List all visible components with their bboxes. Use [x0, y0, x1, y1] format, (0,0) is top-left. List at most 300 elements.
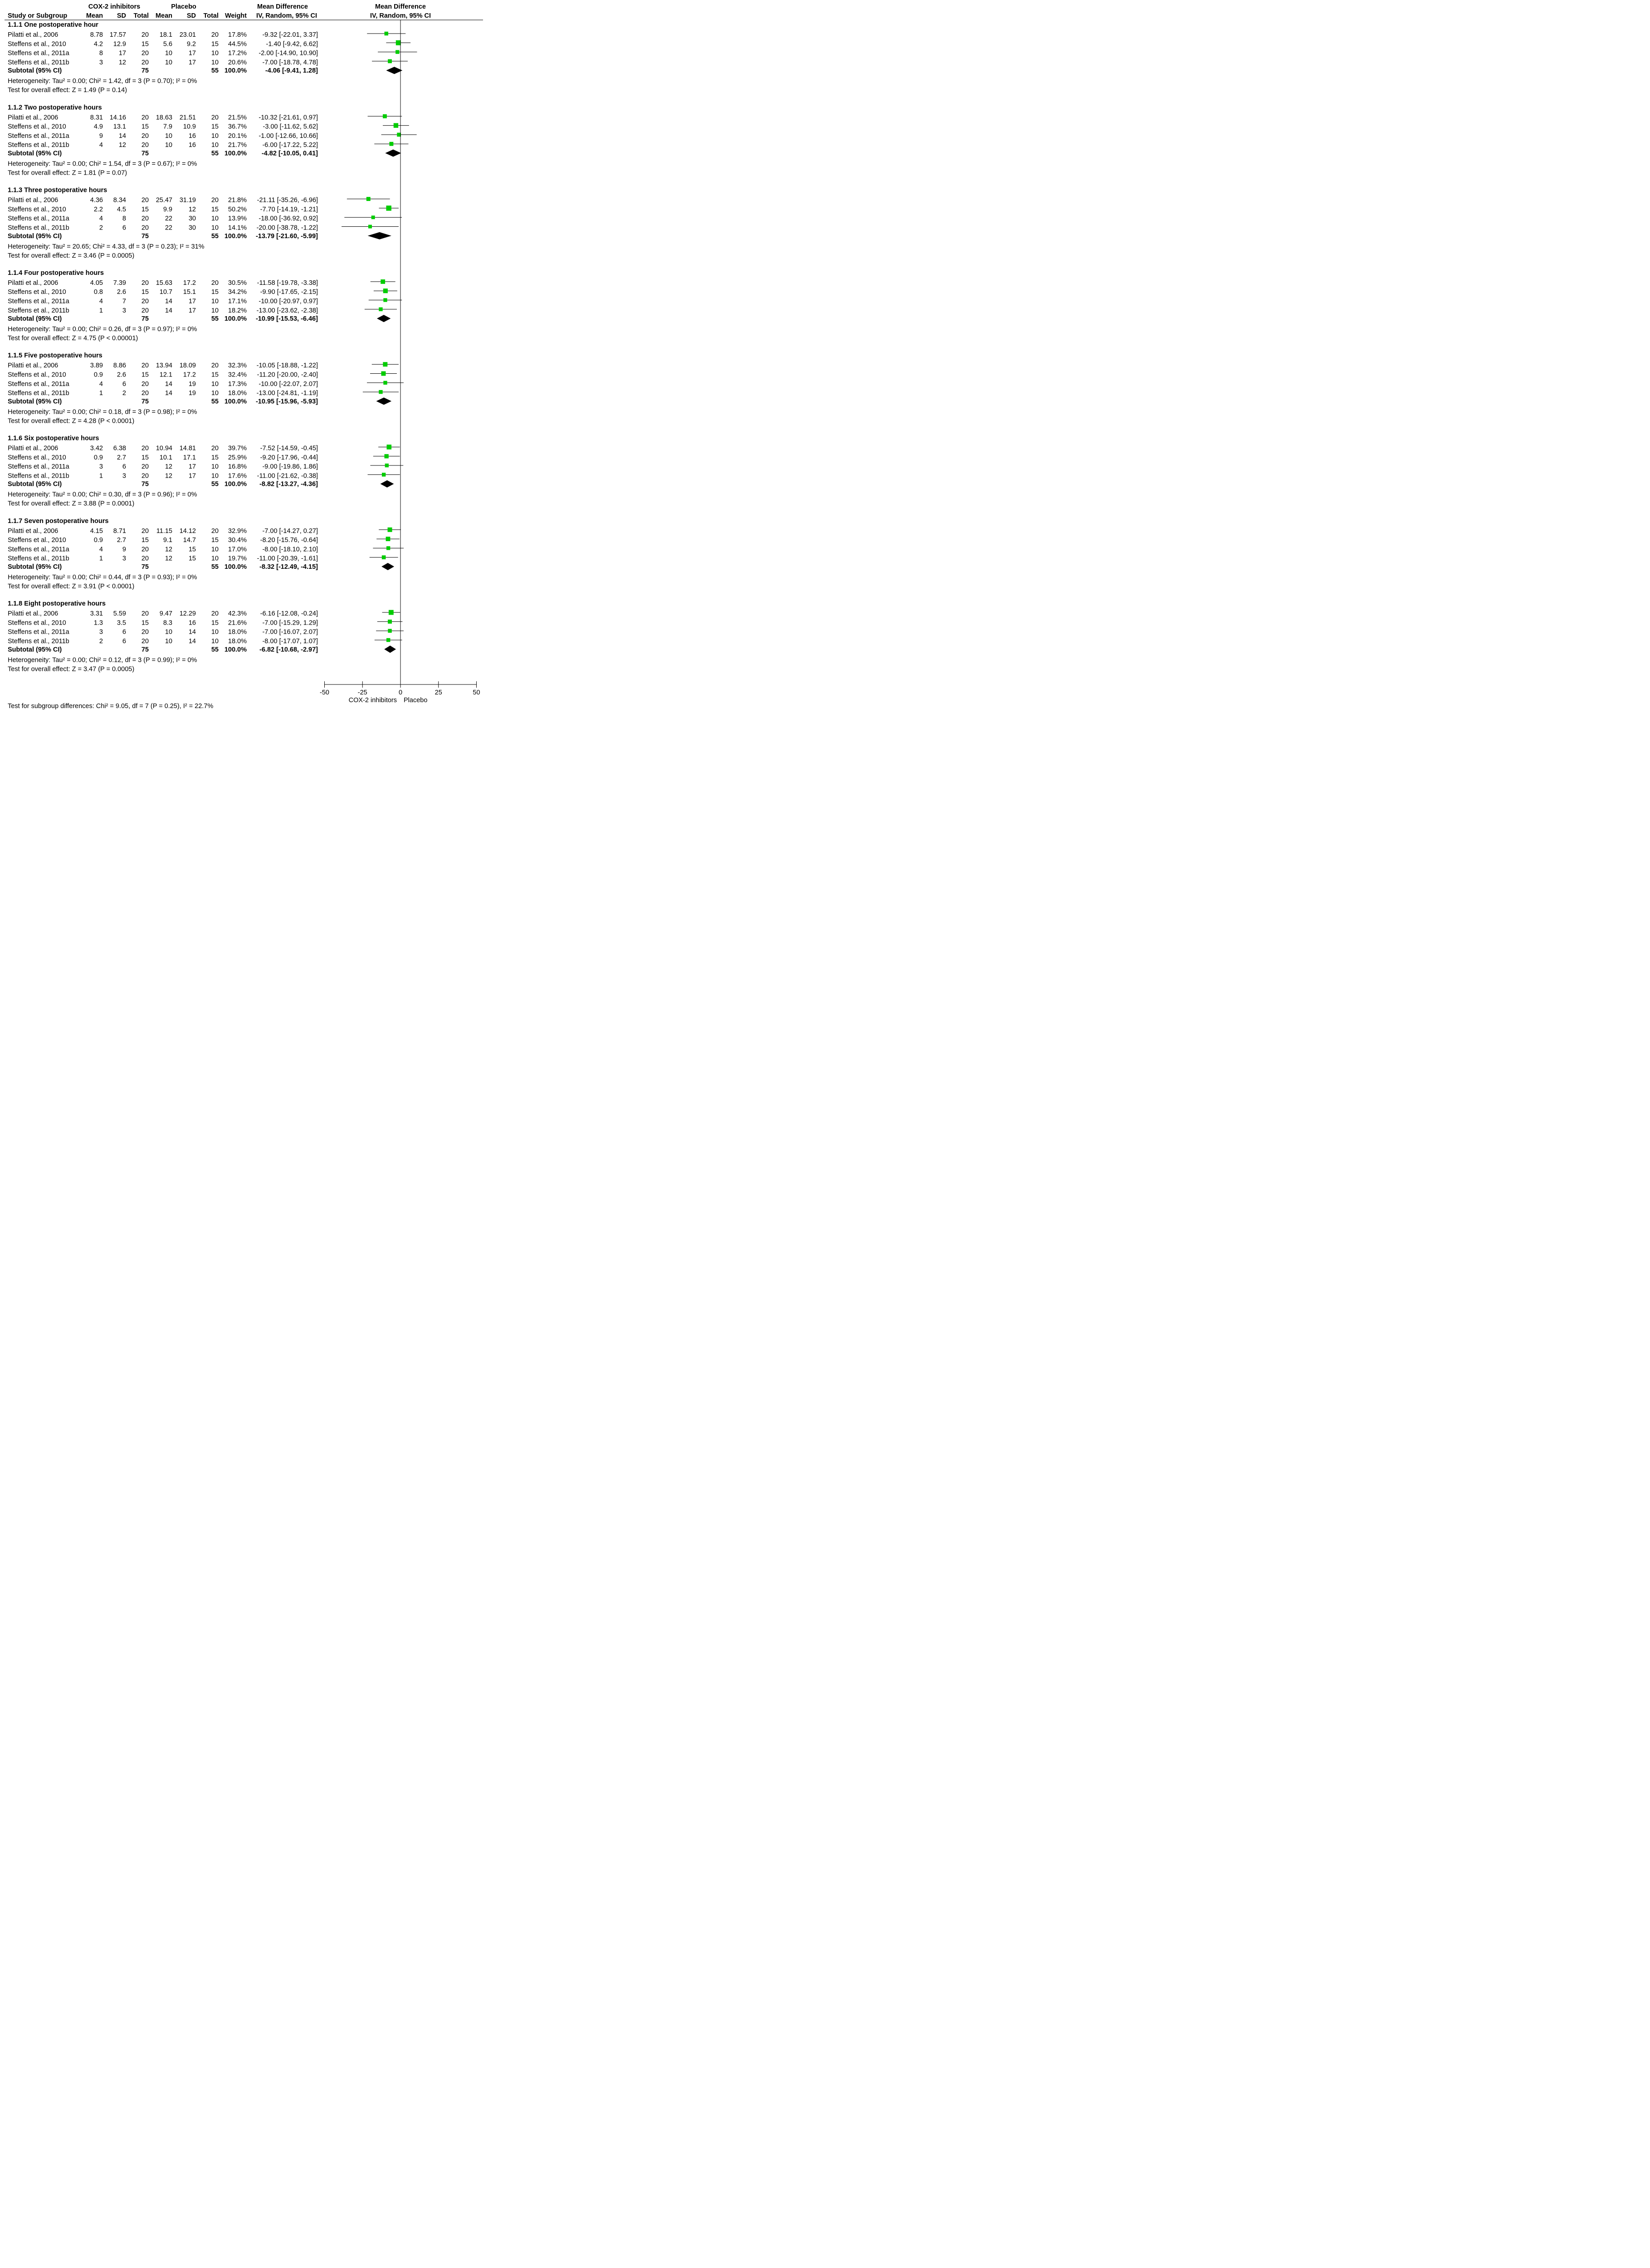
total2-cell: 15 — [211, 40, 219, 48]
total1-cell: 20 — [141, 628, 149, 636]
study-row — [8, 546, 318, 553]
study-row — [8, 288, 318, 296]
sd1-cell: 2.6 — [117, 288, 126, 296]
subgroup — [8, 600, 318, 673]
effect-square — [388, 620, 392, 624]
mean1-cell: 2.2 — [93, 205, 103, 213]
ci-cell: -11.00 [-20.39, -1.61] — [257, 555, 318, 562]
study-name: Steffens et al., 2011b — [8, 390, 69, 397]
table-header — [8, 3, 431, 20]
effect-square — [383, 288, 388, 293]
group1-header: COX-2 inhibitors — [88, 3, 141, 10]
study-name: Pilatti et al., 2006 — [8, 114, 59, 122]
mean1-cell: 4.36 — [90, 196, 103, 204]
total2-cell: 10 — [211, 638, 219, 645]
mean1-cell: 3 — [99, 628, 103, 636]
overall-effect-text: Test for overall effect: Z = 3.88 (P = 0.0001) — [8, 500, 135, 508]
sd2-column-header: SD — [186, 12, 196, 20]
study-row — [8, 619, 318, 626]
subtotal-label: Subtotal (95% CI) — [8, 480, 62, 488]
mean2-cell: 12 — [165, 555, 172, 562]
sd2-cell: 17 — [188, 298, 196, 305]
subtotal-weight: 100.0% — [224, 646, 247, 654]
sd2-cell: 15.1 — [183, 288, 196, 296]
subtotal-ci: -4.82 [-10.05, 0.41] — [261, 150, 318, 157]
study-row — [8, 59, 318, 66]
mean2-cell: 22 — [165, 215, 172, 223]
weight-cell: 42.3% — [228, 610, 247, 618]
subtotal-total2: 55 — [211, 315, 219, 323]
group2-header: Placebo — [171, 3, 196, 10]
total2-cell: 10 — [211, 463, 219, 471]
total1-cell: 15 — [141, 371, 149, 379]
ci-cell: -10.00 [-22.07, 2.07] — [259, 380, 318, 388]
total1-cell: 15 — [141, 40, 149, 48]
study-name: Pilatti et al., 2006 — [8, 279, 59, 287]
mean1-cell: 8.78 — [90, 31, 103, 39]
subtotal-label: Subtotal (95% CI) — [8, 150, 62, 157]
sd1-cell: 3 — [122, 307, 126, 314]
mean2-cell: 14 — [165, 298, 172, 305]
subtotal-weight: 100.0% — [224, 563, 247, 571]
mean1-cell: 2 — [99, 224, 103, 232]
weight-cell: 16.8% — [228, 463, 247, 471]
total2-cell: 10 — [211, 298, 219, 305]
total2-cell: 15 — [211, 454, 219, 461]
sd1-cell: 8.86 — [113, 362, 126, 370]
total2-cell: 10 — [211, 546, 219, 553]
subtotal-ci: -13.79 [-21.60, -5.99] — [255, 232, 318, 240]
sd2-cell: 21.51 — [179, 114, 196, 122]
mean1-cell: 0.9 — [93, 454, 103, 461]
heterogeneity-text: Heterogeneity: Tau² = 0.00; Chi² = 0.12, df = 3 (P = 0.99); I² = 0% — [8, 656, 197, 664]
mean2-cell: 8.3 — [163, 619, 172, 627]
weight-cell: 39.7% — [228, 445, 247, 452]
mean1-cell: 0.9 — [93, 537, 103, 544]
subtotal-label: Subtotal (95% CI) — [8, 67, 62, 75]
effect-square — [385, 454, 389, 458]
pooled-diamond — [377, 315, 391, 322]
total1-cell: 20 — [141, 114, 149, 122]
mean1-cell: 4 — [99, 142, 103, 149]
ci-cell: -7.00 [-16.07, 2.07] — [262, 628, 318, 636]
ci-cell: -9.00 [-19.86, 1.86] — [262, 463, 318, 471]
mean1-cell: 4 — [99, 215, 103, 223]
sd2-cell: 17 — [188, 463, 196, 471]
weight-cell: 18.0% — [228, 628, 247, 636]
ci-cell: -2.00 [-14.90, 10.90] — [259, 49, 318, 57]
study-name: Steffens et al., 2011b — [8, 307, 69, 314]
effect-square — [386, 205, 391, 210]
total1-column-header: Total — [133, 12, 149, 20]
total2-cell: 20 — [211, 362, 219, 370]
subtotal-weight: 100.0% — [224, 398, 247, 406]
mean1-cell: 9 — [99, 132, 103, 140]
sd2-cell: 9.2 — [186, 40, 196, 48]
weight-cell: 17.8% — [228, 31, 247, 39]
total2-cell: 15 — [211, 123, 219, 131]
weight-cell: 18.0% — [228, 638, 247, 645]
total1-cell: 20 — [141, 196, 149, 204]
mean2-cell: 10 — [165, 142, 172, 149]
heterogeneity-text: Heterogeneity: Tau² = 0.00; Chi² = 0.30, df = 3 (P = 0.96); I² = 0% — [8, 491, 197, 499]
sd2-cell: 17.2 — [183, 279, 196, 287]
mean2-cell: 13.94 — [156, 362, 172, 370]
study-name: Steffens et al., 2011b — [8, 555, 69, 562]
study-name: Steffens et al., 2011a — [8, 463, 69, 471]
x-tick-label: 25 — [434, 689, 442, 696]
weight-cell: 30.4% — [228, 537, 247, 544]
mean2-cell: 10.7 — [159, 288, 172, 296]
ci-cell: -7.00 [-18.78, 4.78] — [262, 59, 318, 66]
mean2-cell: 9.47 — [159, 610, 172, 618]
pooled-diamond — [381, 480, 394, 488]
total2-cell: 10 — [211, 132, 219, 140]
sd1-cell: 12 — [118, 142, 126, 149]
mean2-column-header: Mean — [155, 12, 172, 20]
study-name: Steffens et al., 2010 — [8, 537, 66, 544]
mean2-cell: 12 — [165, 472, 172, 480]
effect-square — [385, 464, 389, 467]
sd2-cell: 19 — [188, 380, 196, 388]
mean1-cell: 4.05 — [90, 279, 103, 287]
subtotal-weight: 100.0% — [224, 67, 247, 75]
study-name: Steffens et al., 2010 — [8, 454, 66, 461]
sd1-cell: 6 — [122, 224, 126, 232]
study-rows — [8, 21, 318, 673]
sd1-cell: 3 — [122, 555, 126, 562]
subgroup — [8, 187, 318, 259]
total2-cell: 20 — [211, 610, 219, 618]
total1-cell: 20 — [141, 362, 149, 370]
mean1-cell: 3.89 — [90, 362, 103, 370]
mean1-cell: 3 — [99, 59, 103, 66]
mean2-cell: 12.1 — [159, 371, 172, 379]
mean1-cell: 4 — [99, 298, 103, 305]
mean1-cell: 2 — [99, 638, 103, 645]
sd2-cell: 17.1 — [183, 454, 196, 461]
subtotal-row — [8, 150, 318, 157]
study-name: Steffens et al., 2010 — [8, 123, 66, 131]
study-row — [8, 279, 318, 287]
study-name: Steffens et al., 2010 — [8, 619, 66, 627]
total1-cell: 20 — [141, 279, 149, 287]
study-row — [8, 463, 318, 470]
effect-square — [388, 629, 391, 632]
mean1-cell: 1 — [99, 472, 103, 480]
weight-cell: 36.7% — [228, 123, 247, 131]
sd1-cell: 17.57 — [109, 31, 126, 39]
x-tick-label: 50 — [473, 689, 480, 696]
sd1-cell: 6 — [122, 380, 126, 388]
study-row — [8, 528, 318, 535]
total1-cell: 20 — [141, 49, 149, 57]
weight-cell: 14.1% — [228, 224, 247, 232]
mean1-cell: 4.15 — [90, 527, 103, 535]
mean1-cell: 4 — [99, 380, 103, 388]
study-name: Steffens et al., 2011a — [8, 628, 69, 636]
effect-square — [381, 371, 386, 376]
ci-cell: -8.20 [-15.76, -0.64] — [260, 537, 318, 544]
study-name: Pilatti et al., 2006 — [8, 196, 59, 204]
x-tick-label: -50 — [320, 689, 329, 696]
total2-cell: 15 — [211, 205, 219, 213]
ci-cell: -3.00 [-11.62, 5.62] — [263, 123, 318, 131]
sd1-cell: 9 — [122, 546, 126, 553]
study-name: Steffens et al., 2010 — [8, 288, 66, 296]
sd2-cell: 14 — [188, 638, 196, 645]
mean2-cell: 10 — [165, 59, 172, 66]
pooled-diamond — [385, 150, 401, 157]
mean2-cell: 14 — [165, 307, 172, 314]
weight-cell: 21.7% — [228, 142, 247, 149]
ci-cell: -10.05 [-18.88, -1.22] — [256, 362, 318, 370]
total2-cell: 10 — [211, 390, 219, 397]
subtotal-weight: 100.0% — [224, 480, 247, 488]
effect-square — [386, 638, 390, 642]
ci-cell: -1.00 [-12.66, 10.66] — [259, 132, 318, 140]
effect-square — [385, 32, 388, 35]
subgroup — [8, 352, 318, 425]
sd2-cell: 14.7 — [183, 537, 196, 544]
study-column-header: Study or Subgroup — [8, 12, 68, 20]
sd1-cell: 7 — [122, 298, 126, 305]
sd2-cell: 14 — [188, 628, 196, 636]
sd1-cell: 8 — [122, 215, 126, 223]
ci-cell: -7.00 [-14.27, 0.27] — [262, 527, 318, 535]
total1-cell: 20 — [141, 224, 149, 232]
mean2-cell: 18.1 — [159, 31, 172, 39]
ci-cell: -6.00 [-17.22, 5.22] — [262, 142, 318, 149]
heterogeneity-text: Heterogeneity: Tau² = 0.00; Chi² = 1.42, df = 3 (P = 0.70); I² = 0% — [8, 78, 197, 85]
subtotal-ci: -8.32 [-12.49, -4.15] — [259, 563, 318, 571]
mean1-cell: 8 — [99, 49, 103, 57]
subtotal-total2: 55 — [211, 480, 219, 488]
mean1-cell: 4.2 — [93, 40, 103, 48]
total1-cell: 20 — [141, 546, 149, 553]
study-row — [8, 123, 318, 131]
ci-cell: -13.00 [-24.81, -1.19] — [256, 390, 318, 397]
effect-square — [396, 40, 401, 45]
weight-cell: 17.1% — [228, 298, 247, 305]
sd1-cell: 17 — [118, 49, 126, 57]
mean1-cell: 1 — [99, 555, 103, 562]
md-header-title: Mean Difference — [257, 3, 308, 10]
total2-cell: 10 — [211, 555, 219, 562]
mean1-cell: 3 — [99, 463, 103, 471]
subtotal-weight: 100.0% — [224, 150, 247, 157]
subtotal-ci: -8.82 [-13.27, -4.36] — [259, 480, 318, 488]
pooled-diamond — [368, 232, 391, 240]
sd2-cell: 12 — [188, 205, 196, 213]
study-name: Steffens et al., 2011b — [8, 224, 69, 232]
ci-cell: -18.00 [-36.92, 0.92] — [259, 215, 318, 223]
subtotal-total2: 55 — [211, 646, 219, 654]
subtotal-row — [8, 67, 318, 74]
mean1-cell: 1 — [99, 390, 103, 397]
subgroup — [8, 435, 318, 508]
study-row — [8, 445, 318, 452]
mean1-cell: 3.31 — [90, 610, 103, 618]
study-row — [8, 206, 318, 213]
md-header-subtitle: IV, Random, 95% CI — [256, 12, 317, 20]
mean1-cell: 8.31 — [90, 114, 103, 122]
study-name: Pilatti et al., 2006 — [8, 610, 59, 618]
sd2-cell: 19 — [188, 390, 196, 397]
mean1-cell: 0.8 — [93, 288, 103, 296]
subtotal-label: Subtotal (95% CI) — [8, 315, 62, 323]
sd1-cell: 12.9 — [113, 40, 126, 48]
ci-cell: -1.40 [-9.42, 6.62] — [266, 40, 318, 48]
effect-square — [379, 308, 382, 311]
heterogeneity-text: Heterogeneity: Tau² = 0.00; Chi² = 1.54, df = 3 (P = 0.67); I² = 0% — [8, 160, 197, 168]
sd2-cell: 31.19 — [179, 196, 196, 204]
ci-cell: -10.00 [-20.97, 0.97] — [259, 298, 318, 305]
effect-square — [386, 537, 391, 541]
mean1-cell: 4.9 — [93, 123, 103, 131]
study-name: Steffens et al., 2010 — [8, 205, 66, 213]
total1-cell: 20 — [141, 472, 149, 480]
mean2-cell: 15.63 — [156, 279, 172, 287]
subtotal-row — [8, 481, 318, 488]
sd2-cell: 17 — [188, 49, 196, 57]
sd2-cell: 16 — [188, 142, 196, 149]
subgroup-differences-footer: Test for subgroup differences: Chi² = 9.05, df = 7 (P = 0.25), I² = 22.7% — [8, 703, 214, 710]
sd1-cell: 14.16 — [109, 114, 126, 122]
ci-cell: -20.00 [-38.78, -1.22] — [256, 224, 318, 232]
weight-cell: 21.5% — [228, 114, 247, 122]
study-row — [8, 114, 318, 121]
sd1-cell: 8.34 — [113, 196, 126, 204]
total1-cell: 15 — [141, 537, 149, 544]
total1-cell: 20 — [141, 31, 149, 39]
total1-cell: 20 — [141, 307, 149, 314]
mean2-cell: 14 — [165, 390, 172, 397]
effect-square — [395, 50, 399, 54]
sd2-cell: 17 — [188, 307, 196, 314]
study-name: Steffens et al., 2010 — [8, 371, 66, 379]
study-row — [8, 142, 318, 149]
effect-square — [394, 123, 398, 127]
mean1-column-header: Mean — [86, 12, 103, 20]
total2-cell: 20 — [211, 527, 219, 535]
heterogeneity-text: Heterogeneity: Tau² = 20.65; Chi² = 4.33, df = 3 (P = 0.23); I² = 31% — [8, 243, 205, 250]
study-row — [8, 40, 318, 48]
subtotal-ci: -6.82 [-10.68, -2.97] — [259, 646, 318, 654]
ci-cell: -9.20 [-17.96, -0.44] — [260, 454, 318, 461]
sd1-cell: 8.71 — [113, 527, 126, 535]
subgroup-title: 1.1.2 Two postoperative hours — [8, 104, 102, 112]
study-row — [8, 50, 318, 57]
mean2-cell: 18.63 — [156, 114, 172, 122]
x-axis — [320, 20, 480, 704]
sd1-column-header: SD — [117, 12, 126, 20]
study-row — [8, 454, 318, 461]
weight-cell: 50.2% — [228, 205, 247, 213]
total2-cell: 10 — [211, 380, 219, 388]
x-tick-label: 0 — [398, 689, 403, 696]
total1-cell: 20 — [141, 380, 149, 388]
total2-cell: 20 — [211, 196, 219, 204]
weight-cell: 32.9% — [228, 527, 247, 535]
study-name: Pilatti et al., 2006 — [8, 445, 59, 452]
total1-cell: 15 — [141, 123, 149, 131]
weight-cell: 21.6% — [228, 619, 247, 627]
effect-square — [387, 445, 392, 450]
total2-cell: 20 — [211, 31, 219, 39]
sd2-cell: 14.12 — [179, 527, 196, 535]
total1-cell: 15 — [141, 454, 149, 461]
total1-cell: 20 — [141, 142, 149, 149]
mean1-cell: 4 — [99, 546, 103, 553]
mean2-cell: 14 — [165, 380, 172, 388]
weight-cell: 18.2% — [228, 307, 247, 314]
weight-cell: 25.9% — [228, 454, 247, 461]
weight-cell: 19.7% — [228, 555, 247, 562]
mean2-cell: 7.9 — [163, 123, 172, 131]
subtotal-label: Subtotal (95% CI) — [8, 232, 62, 240]
subtotal-total2: 55 — [211, 398, 219, 406]
subtotal-row — [8, 315, 318, 323]
total2-column-header: Total — [203, 12, 219, 20]
study-name: Steffens et al., 2011b — [8, 142, 69, 149]
subgroup-title: 1.1.4 Four postoperative hours — [8, 269, 104, 277]
sd1-cell: 13.1 — [113, 123, 126, 131]
subtotal-label: Subtotal (95% CI) — [8, 646, 62, 654]
pooled-diamond — [384, 645, 396, 653]
study-name: Pilatti et al., 2006 — [8, 31, 59, 39]
ci-cell: -7.70 [-14.19, -1.21] — [260, 205, 318, 213]
effect-square — [379, 390, 382, 394]
total2-cell: 10 — [211, 59, 219, 66]
effect-square — [389, 142, 393, 146]
study-name: Steffens et al., 2011a — [8, 546, 69, 553]
weight-cell: 13.9% — [228, 215, 247, 223]
mean1-cell: 1 — [99, 307, 103, 314]
subtotal-row — [8, 233, 318, 240]
subtotal-total1: 75 — [141, 67, 149, 75]
study-row — [8, 555, 318, 562]
ci-cell: -8.00 [-17.07, 1.07] — [262, 638, 318, 645]
overall-effect-text: Test for overall effect: Z = 3.47 (P = 0.0005) — [8, 665, 135, 673]
sd1-cell: 2.7 — [117, 454, 126, 461]
subgroup-title: 1.1.8 Eight postoperative hours — [8, 600, 106, 608]
subtotal-total1: 75 — [141, 150, 149, 157]
total2-cell: 10 — [211, 49, 219, 57]
study-name: Steffens et al., 2010 — [8, 40, 66, 48]
study-row — [8, 225, 318, 232]
subtotal-label: Subtotal (95% CI) — [8, 563, 62, 571]
mean1-cell: 3.42 — [90, 445, 103, 452]
subgroup — [8, 269, 318, 342]
effect-square — [368, 225, 372, 229]
favours-left-label: COX-2 inhibitors — [348, 697, 397, 704]
overall-effect-text: Test for overall effect: Z = 4.75 (P < 0.00001) — [8, 335, 138, 342]
subtotal-total1: 75 — [141, 398, 149, 406]
subtotal-total2: 55 — [211, 232, 219, 240]
ci-cell: -11.58 [-19.78, -3.38] — [257, 279, 318, 287]
study-row — [8, 610, 318, 617]
sd2-cell: 17.2 — [183, 371, 196, 379]
study-row — [8, 371, 318, 379]
subtotal-total1: 75 — [141, 646, 149, 654]
study-row — [8, 638, 318, 645]
sd2-cell: 17 — [188, 472, 196, 480]
subtotal-total2: 55 — [211, 150, 219, 157]
x-tick-label: -25 — [357, 689, 367, 696]
effect-square — [382, 555, 386, 559]
study-row — [8, 381, 318, 388]
